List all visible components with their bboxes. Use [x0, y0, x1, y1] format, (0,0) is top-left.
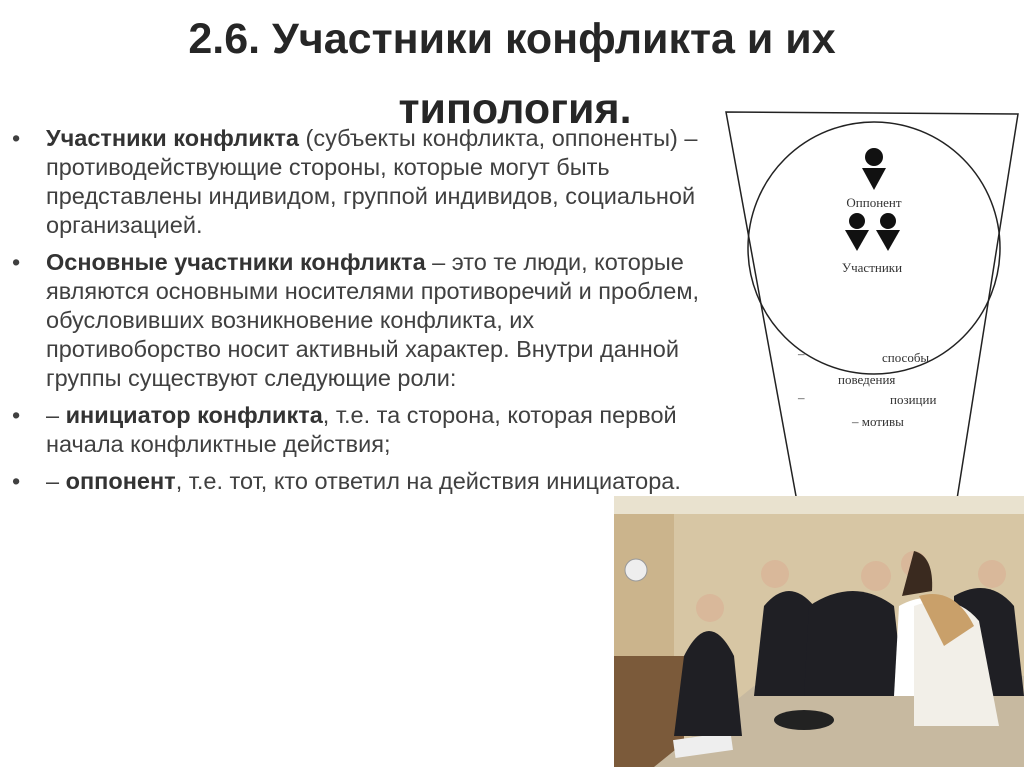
bullet-bold: инициатор конфликта — [65, 402, 323, 428]
title-line-1: 2.6. Участники конфликта и их — [188, 15, 836, 63]
list-item-1b: поведения — [838, 372, 896, 387]
office-conflict-photo — [614, 496, 1024, 767]
bullet-prefix: – — [46, 402, 66, 428]
bullet-item — [12, 467, 712, 496]
bullet-item — [12, 401, 712, 459]
bullet-bold: Основные участники конфликта — [46, 249, 426, 275]
opponent-label: Оппонент — [846, 195, 902, 210]
list-dash-1: – — [798, 346, 805, 361]
list-item-2a: позиции — [890, 392, 937, 407]
bullet-item — [12, 124, 712, 240]
bullet-bold: оппонент — [65, 468, 176, 494]
bullet-text: – это те люди, которые являются основными носителями противоречий и проблем, обусловивших возникновение конфликта, их противоборство носит активный характер. Внутри данной группы существуют следующие роли: — [46, 249, 700, 391]
bullet-item — [12, 248, 712, 393]
list-dash-2: – — [798, 390, 805, 405]
bullet-text: , т.е. та сторона, которая первой начала конфликтные действия; — [46, 402, 677, 457]
conflict-participants-diagram — [722, 108, 1022, 528]
bullet-prefix: – — [46, 468, 66, 494]
bullet-text: (субъекты конфликта, оппоненты) – противодействующие стороны, которые могут быть представлены индивидом, группой индивидов, социальной организацией. — [46, 125, 698, 238]
bullet-list — [12, 124, 712, 504]
list-item-1a: способы — [882, 350, 930, 365]
participants-label: Участники — [841, 260, 903, 275]
title-line-2: типология. — [398, 85, 632, 133]
bullet-bold: Участники конфликта — [46, 125, 299, 151]
list-item-2b: – мотивы — [852, 414, 904, 429]
bullet-text: , т.е. тот, кто ответил на действия инициатора. — [175, 468, 681, 494]
